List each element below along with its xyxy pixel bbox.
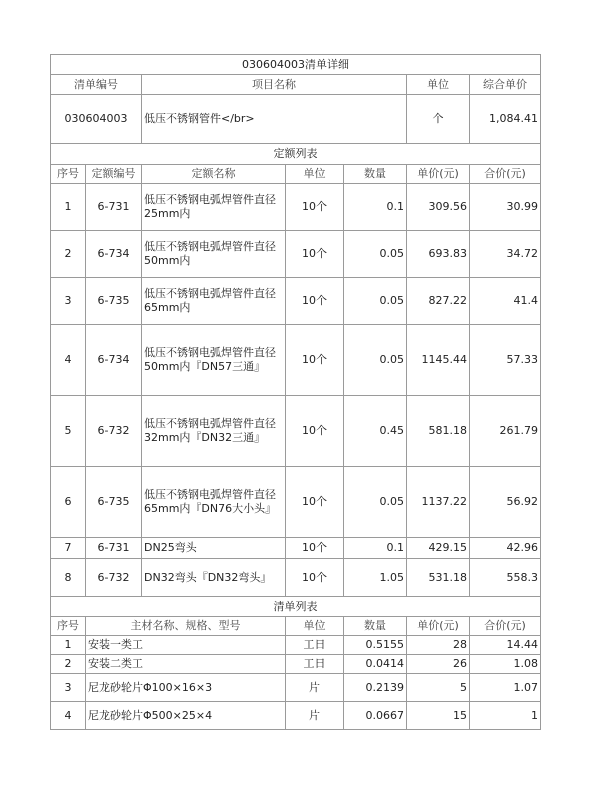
- mat-name: 尼龙砂轮片Φ500×25×4: [86, 702, 286, 730]
- quota-col-total: 合价(元): [470, 165, 541, 184]
- quota-qty: 0.45: [344, 396, 407, 467]
- mat-col-qty: 数量: [344, 617, 407, 636]
- quota-total: 56.92: [470, 467, 541, 538]
- quota-qty: 0.05: [344, 325, 407, 396]
- quota-col-no: 序号: [51, 165, 86, 184]
- quota-unit: 10个: [286, 278, 344, 325]
- quota-section-title: 定额列表: [51, 144, 541, 165]
- materials-section-row: [51, 597, 541, 617]
- quota-unit: 10个: [286, 325, 344, 396]
- quota-price: 531.18: [407, 559, 470, 597]
- quota-price: 1137.22: [407, 467, 470, 538]
- quota-row: [51, 231, 541, 278]
- quota-no: 8: [51, 559, 86, 597]
- mat-price: 28: [407, 636, 470, 655]
- mat-total: 1.07: [470, 674, 541, 702]
- mat-total: 14.44: [470, 636, 541, 655]
- quota-name: 低压不锈钢电弧焊管件直径25mm内: [142, 184, 286, 231]
- quota-unit: 10个: [286, 538, 344, 559]
- quota-code: 6-732: [86, 559, 142, 597]
- table-title: 030604003清单详细: [51, 55, 541, 75]
- mat-no: 2: [51, 655, 86, 674]
- quota-price: 693.83: [407, 231, 470, 278]
- material-row: [51, 674, 541, 702]
- quota-code: 6-735: [86, 467, 142, 538]
- mat-qty: 0.0414: [344, 655, 407, 674]
- quota-code: 6-731: [86, 184, 142, 231]
- quota-price: 827.22: [407, 278, 470, 325]
- mat-unit: 工日: [286, 655, 344, 674]
- quota-section-row: [51, 144, 541, 165]
- quota-no: 2: [51, 231, 86, 278]
- quota-qty: 0.05: [344, 278, 407, 325]
- quota-code: 6-732: [86, 396, 142, 467]
- quota-col-name: 定额名称: [142, 165, 286, 184]
- item-code: 030604003: [51, 95, 142, 144]
- quota-qty: 0.1: [344, 538, 407, 559]
- quota-unit: 10个: [286, 231, 344, 278]
- quota-row: [51, 467, 541, 538]
- mat-name: 尼龙砂轮片Φ100×16×3: [86, 674, 286, 702]
- quota-header-row: [51, 165, 541, 184]
- quota-code: 6-735: [86, 278, 142, 325]
- mat-col-total: 合价(元): [470, 617, 541, 636]
- quota-qty: 1.05: [344, 559, 407, 597]
- quota-name: 低压不锈钢电弧焊管件直径50mm内『DN57三通』: [142, 325, 286, 396]
- item-price: 1,084.41: [470, 95, 541, 144]
- quota-qty: 0.05: [344, 231, 407, 278]
- quota-col-qty: 数量: [344, 165, 407, 184]
- quota-total: 57.33: [470, 325, 541, 396]
- mat-no: 1: [51, 636, 86, 655]
- quota-name: DN25弯头: [142, 538, 286, 559]
- mat-price: 5: [407, 674, 470, 702]
- table-title-row: [51, 55, 541, 75]
- mat-total: 1.08: [470, 655, 541, 674]
- mat-unit: 片: [286, 674, 344, 702]
- quota-no: 1: [51, 184, 86, 231]
- material-row: [51, 702, 541, 730]
- quota-code: 6-734: [86, 231, 142, 278]
- mat-qty: 0.5155: [344, 636, 407, 655]
- quota-name: 低压不锈钢电弧焊管件直径65mm内『DN76大小头』: [142, 467, 286, 538]
- materials-header-row: [51, 617, 541, 636]
- mat-unit: 工日: [286, 636, 344, 655]
- quota-code: 6-734: [86, 325, 142, 396]
- quota-qty: 0.05: [344, 467, 407, 538]
- quota-name: DN32弯头『DN32弯头』: [142, 559, 286, 597]
- mat-unit: 片: [286, 702, 344, 730]
- quota-row: [51, 278, 541, 325]
- quota-total: 558.3: [470, 559, 541, 597]
- quota-no: 7: [51, 538, 86, 559]
- quota-total: 34.72: [470, 231, 541, 278]
- quota-no: 3: [51, 278, 86, 325]
- bill-detail-table: [50, 54, 541, 730]
- quota-total: 30.99: [470, 184, 541, 231]
- quota-row: [51, 559, 541, 597]
- quota-price: 1145.44: [407, 325, 470, 396]
- mat-qty: 0.0667: [344, 702, 407, 730]
- mat-total: 1: [470, 702, 541, 730]
- item-unit: 个: [407, 95, 470, 144]
- item-row: [51, 95, 541, 144]
- quota-row: [51, 538, 541, 559]
- quota-row: [51, 325, 541, 396]
- col-bill-code: 清单编号: [51, 75, 142, 95]
- quota-no: 6: [51, 467, 86, 538]
- quota-unit: 10个: [286, 184, 344, 231]
- quota-row: [51, 184, 541, 231]
- quota-total: 261.79: [470, 396, 541, 467]
- quota-price: 309.56: [407, 184, 470, 231]
- quota-price: 429.15: [407, 538, 470, 559]
- quota-qty: 0.1: [344, 184, 407, 231]
- quota-no: 5: [51, 396, 86, 467]
- mat-name: 安装一类工: [86, 636, 286, 655]
- col-item-name: 项目名称: [142, 75, 407, 95]
- material-row: [51, 655, 541, 674]
- col-unit: 单位: [407, 75, 470, 95]
- quota-total: 42.96: [470, 538, 541, 559]
- quota-col-unit: 单位: [286, 165, 344, 184]
- material-row: [51, 636, 541, 655]
- mat-col-price: 单价(元): [407, 617, 470, 636]
- mat-no: 3: [51, 674, 86, 702]
- item-name: 低压不锈钢管件</br>: [142, 95, 407, 144]
- quota-unit: 10个: [286, 396, 344, 467]
- mat-col-unit: 单位: [286, 617, 344, 636]
- quota-name: 低压不锈钢电弧焊管件直径50mm内: [142, 231, 286, 278]
- mat-price: 15: [407, 702, 470, 730]
- quota-col-code: 定额编号: [86, 165, 142, 184]
- col-unit-price: 综合单价: [470, 75, 541, 95]
- mat-name: 安装二类工: [86, 655, 286, 674]
- materials-section-title: 清单列表: [51, 597, 541, 617]
- quota-name: 低压不锈钢电弧焊管件直径32mm内『DN32三通』: [142, 396, 286, 467]
- quota-no: 4: [51, 325, 86, 396]
- quota-row: [51, 396, 541, 467]
- quota-unit: 10个: [286, 559, 344, 597]
- quota-price: 581.18: [407, 396, 470, 467]
- quota-name: 低压不锈钢电弧焊管件直径65mm内: [142, 278, 286, 325]
- quota-unit: 10个: [286, 467, 344, 538]
- quota-col-price: 单价(元): [407, 165, 470, 184]
- mat-col-no: 序号: [51, 617, 86, 636]
- quota-code: 6-731: [86, 538, 142, 559]
- quota-total: 41.4: [470, 278, 541, 325]
- mat-qty: 0.2139: [344, 674, 407, 702]
- mat-col-name: 主材名称、规格、型号: [86, 617, 286, 636]
- item-header-row: [51, 75, 541, 95]
- mat-no: 4: [51, 702, 86, 730]
- mat-price: 26: [407, 655, 470, 674]
